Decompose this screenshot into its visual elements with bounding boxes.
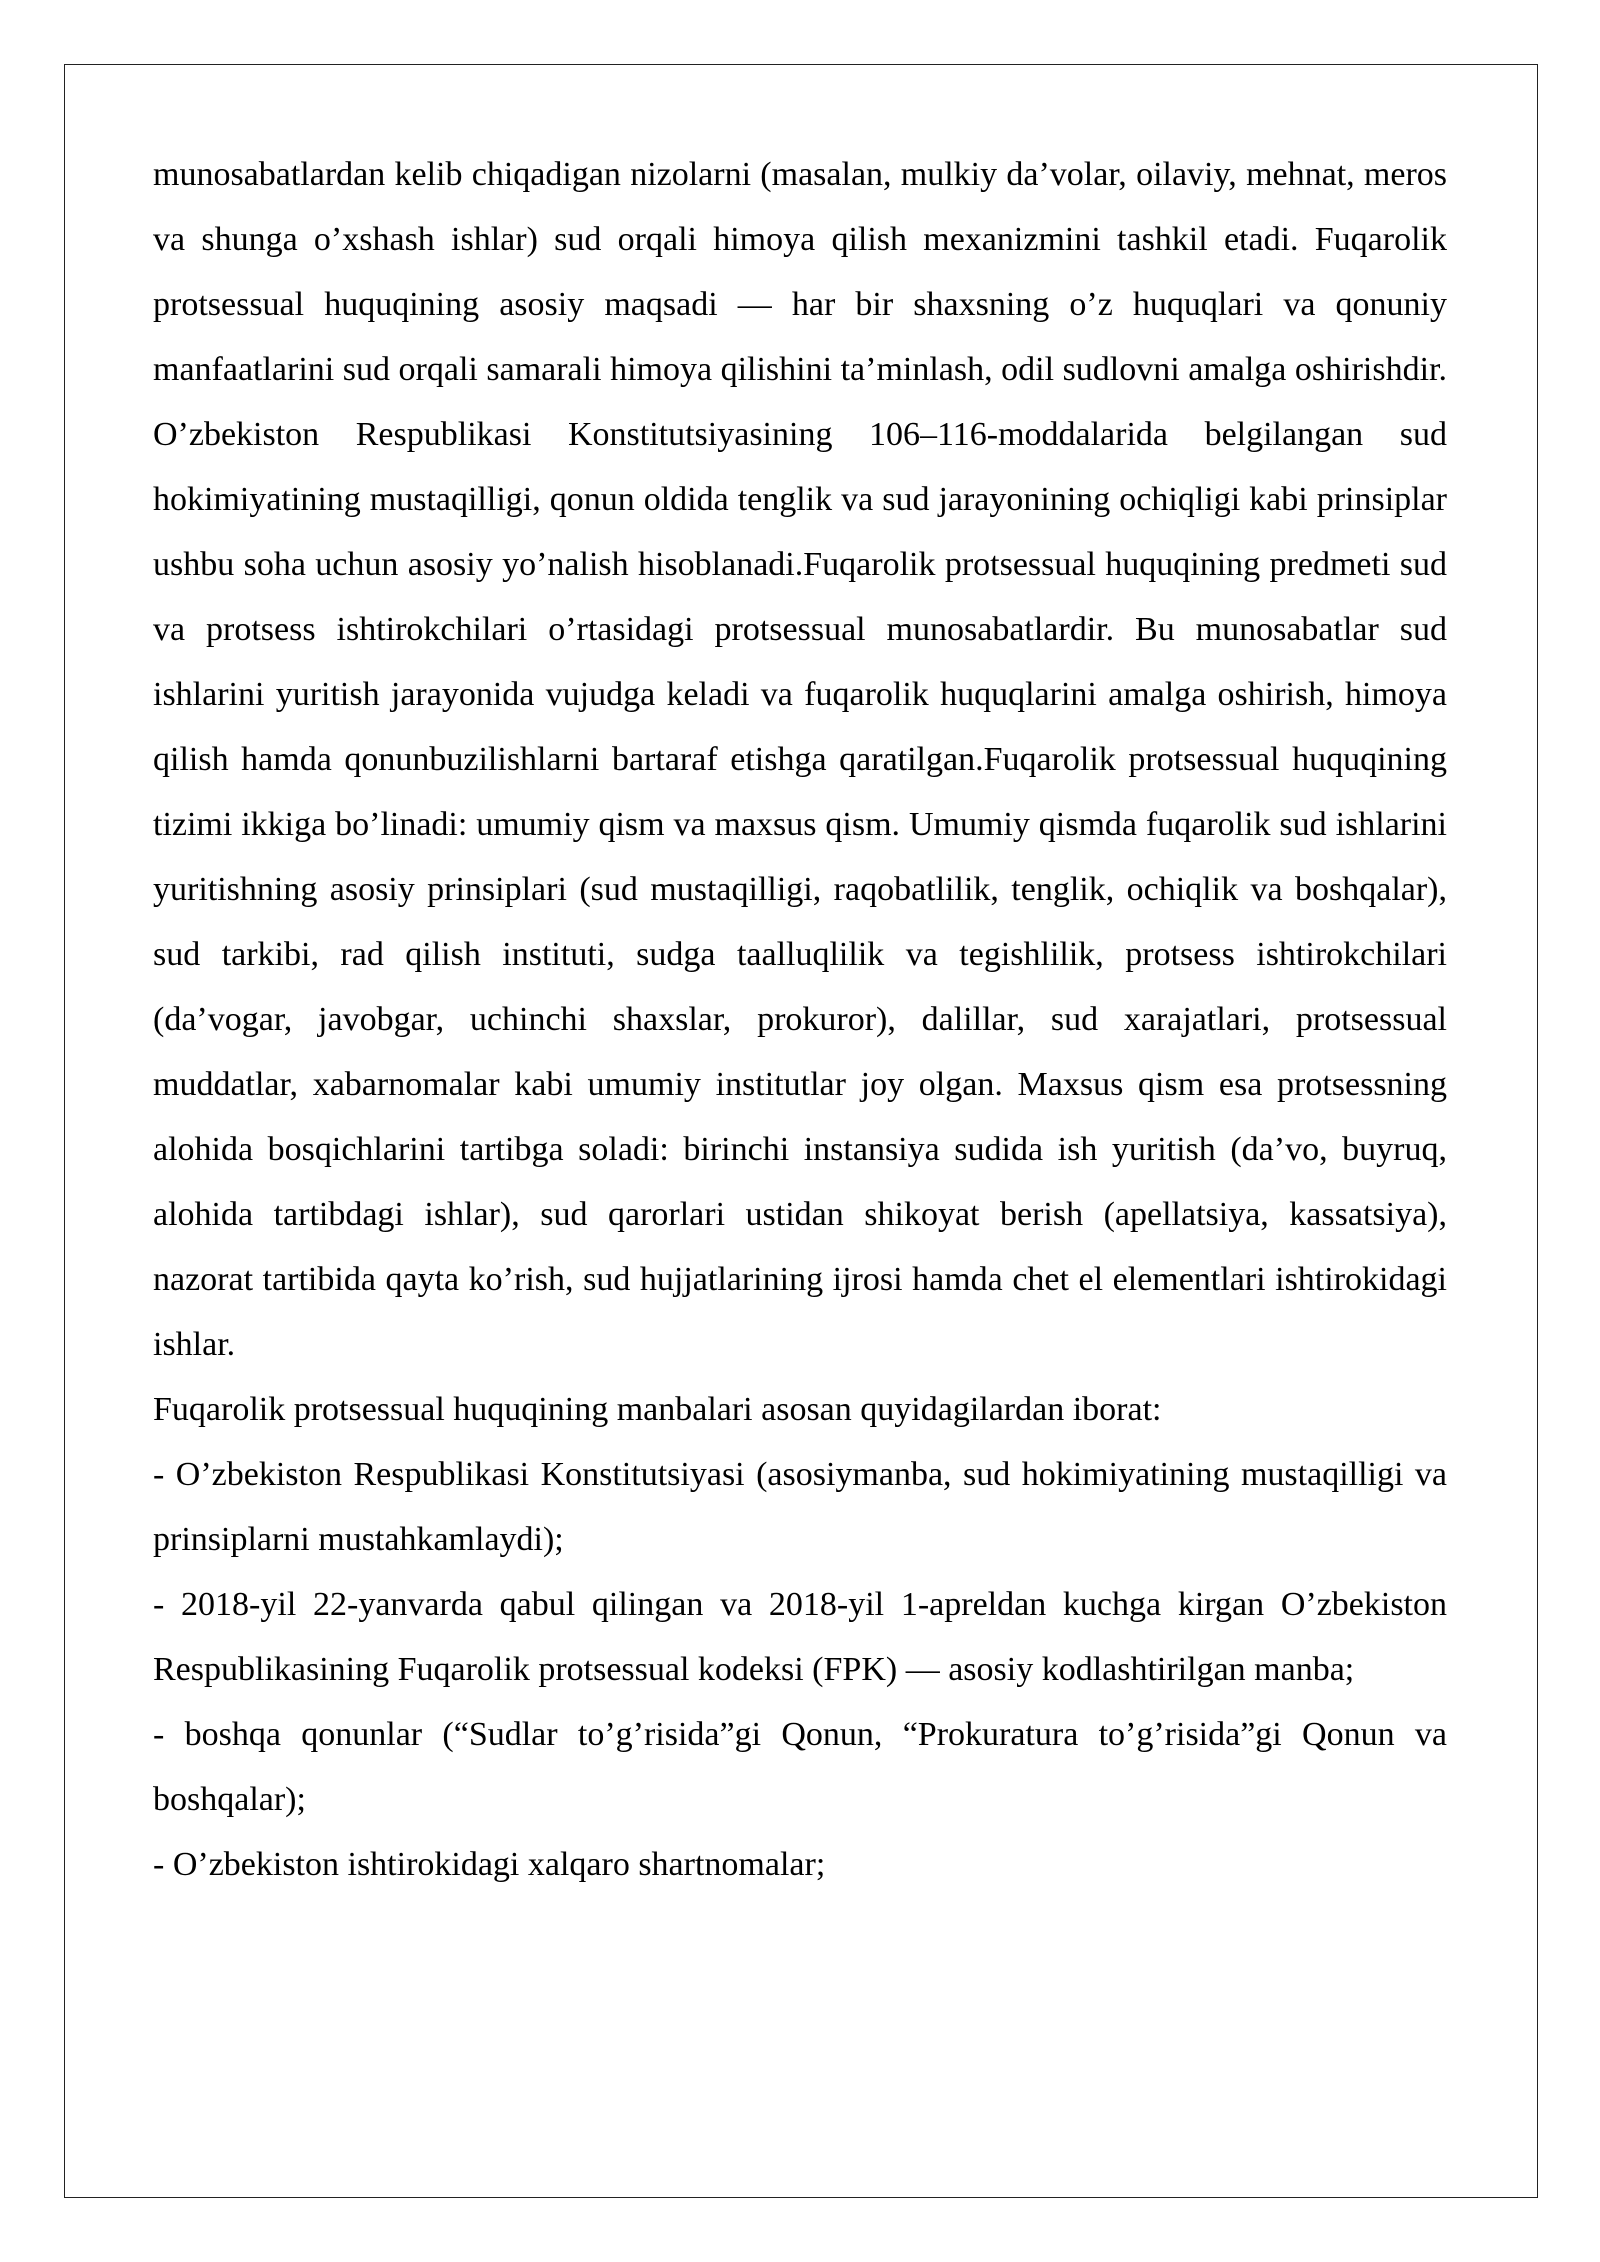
document-body	[153, 142, 1447, 1897]
list-item: - O’zbekiston Respublikasi Konstitutsiyasi (asosiymanba, sud hokimiyatining mustaqilligi va prinsiplarni mustahkamlaydi);	[153, 1456, 1447, 1558]
list-item: - 2018-yil 22-yanvarda qabul qilingan va 2018-yil 1-apreldan kuchga kirgan O’zbekiston Respublikasining Fuqarolik protsessual kodeksi (FPK) — asosiy kodlashtirilgan manba;	[153, 1586, 1447, 1688]
list-item: - boshqa qonunlar (“Sudlar to’g’risida”gi Qonun, “Prokuratura to’g’risida”gi Qonun va boshqalar);	[153, 1716, 1447, 1818]
body-paragraph: munosabatlardan kelib chiqadigan nizolarni (masalan, mulkiy da’volar, oilaviy, mehnat, meros va shunga o’xshash ishlar) sud orqali himoya qilish mexanizmini tashkil etadi. Fuqarolik protsessual huquqining asosiy maqsadi — har bir shaxsning o’z huquqlari va qonuniy manfaatlarini sud orqali samarali himoya qilishini ta’minlash, odil sudlovni amalga oshirishdir. O’zbekiston Respublikasi Konstitutsiyasining 106–116-moddalarida belgilangan sud hokimiyatining mustaqilligi, qonun oldida tenglik va sud jarayonining ochiqligi kabi prinsiplar ushbu soha uchun asosiy yo’nalish hisoblanadi.Fuqarolik protsessual huquqining predmeti sud va protsess ishtirokchilari o’rtasidagi protsessual munosabatlardir. Bu munosabatlar sud ishlarini yuritish jarayonida vujudga keladi va fuqarolik huquqlarini amalga oshirish, himoya qilish hamda qonunbuzilishlarni bartaraf etishga qaratilgan.Fuqarolik protsessual huquqining tizimi ikkiga bo’linadi: umumiy qism va maxsus qism. Umumiy qismda fuqarolik sud ishlarini yuritishning asosiy prinsiplari (sud mustaqilligi, raqobatlilik, tenglik, ochiqlik va boshqalar), sud tarkibi, rad qilish instituti, sudga taalluqlilik va tegishlilik, protsess ishtirokchilari (da’vogar, javobgar, uchinchi shaxslar, prokuror), dalillar, sud xarajatlari, protsessual muddatlar, xabarnomalar kabi umumiy institutlar joy olgan. Maxsus qism esa protsessning alohida bosqichlarini tartibga soladi: birinchi instansiya sudida ish yuritish (da’vo, buyruq, alohida tartibdagi ishlar), sud qarorlari ustidan shikoyat berish (apellatsiya, kassatsiya), nazorat tartibida qayta ko’rish, sud hujjatlarining ijrosi hamda chet el elementlari ishtirokidagi ishlar.	[153, 156, 1447, 1363]
list-item: - O’zbekiston ishtirokidagi xalqaro shartnomalar;	[153, 1846, 826, 1883]
sources-intro: Fuqarolik protsessual huquqining manbalari asosan quyidagilardan iborat:	[153, 1391, 1162, 1428]
